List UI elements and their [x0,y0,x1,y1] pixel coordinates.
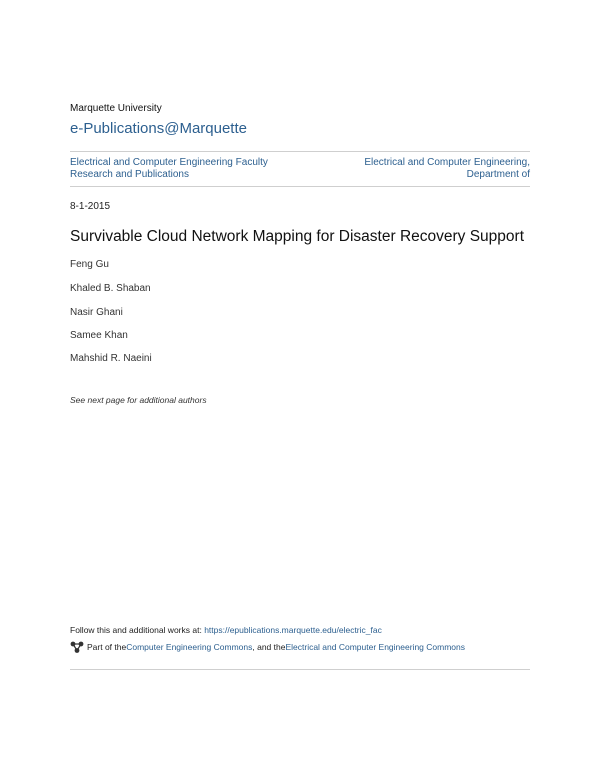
paper-title: Survivable Cloud Network Mapping for Disaster Recovery Support [70,228,525,245]
part-of-middle: , and the [252,642,286,652]
department-link[interactable]: Electrical and Computer Engineering, Department of [364,157,530,180]
author-name: Mahshid R. Naeini [70,353,152,364]
author-name: Khaled B. Shaban [70,283,151,294]
follow-text: Follow this and additional works at: [70,625,205,635]
divider-top [70,151,530,152]
follow-line [70,625,382,635]
collection-url-link[interactable]: https://epublications.marquette.edu/electric_fac [204,625,382,635]
part-of-line [70,641,465,653]
additional-authors-note: See next page for additional authors [70,395,207,405]
divider-mid [70,186,530,187]
university-name: Marquette University [70,103,162,114]
network-icon [70,641,84,653]
divider-bottom [70,669,530,670]
computer-engineering-commons-link[interactable]: Computer Engineering Commons [126,642,253,652]
repository-link[interactable]: e-Publications@Marquette [70,120,247,137]
author-name: Feng Gu [70,259,109,270]
author-name: Samee Khan [70,330,128,341]
publication-date: 8-1-2015 [70,201,111,212]
author-name: Nasir Ghani [70,307,123,318]
ece-commons-link[interactable]: Electrical and Computer Engineering Commons [285,642,465,652]
part-of-prefix: Part of the [87,642,127,652]
collection-series-link[interactable]: Electrical and Computer Engineering Faculty Research and Publications [70,157,268,180]
